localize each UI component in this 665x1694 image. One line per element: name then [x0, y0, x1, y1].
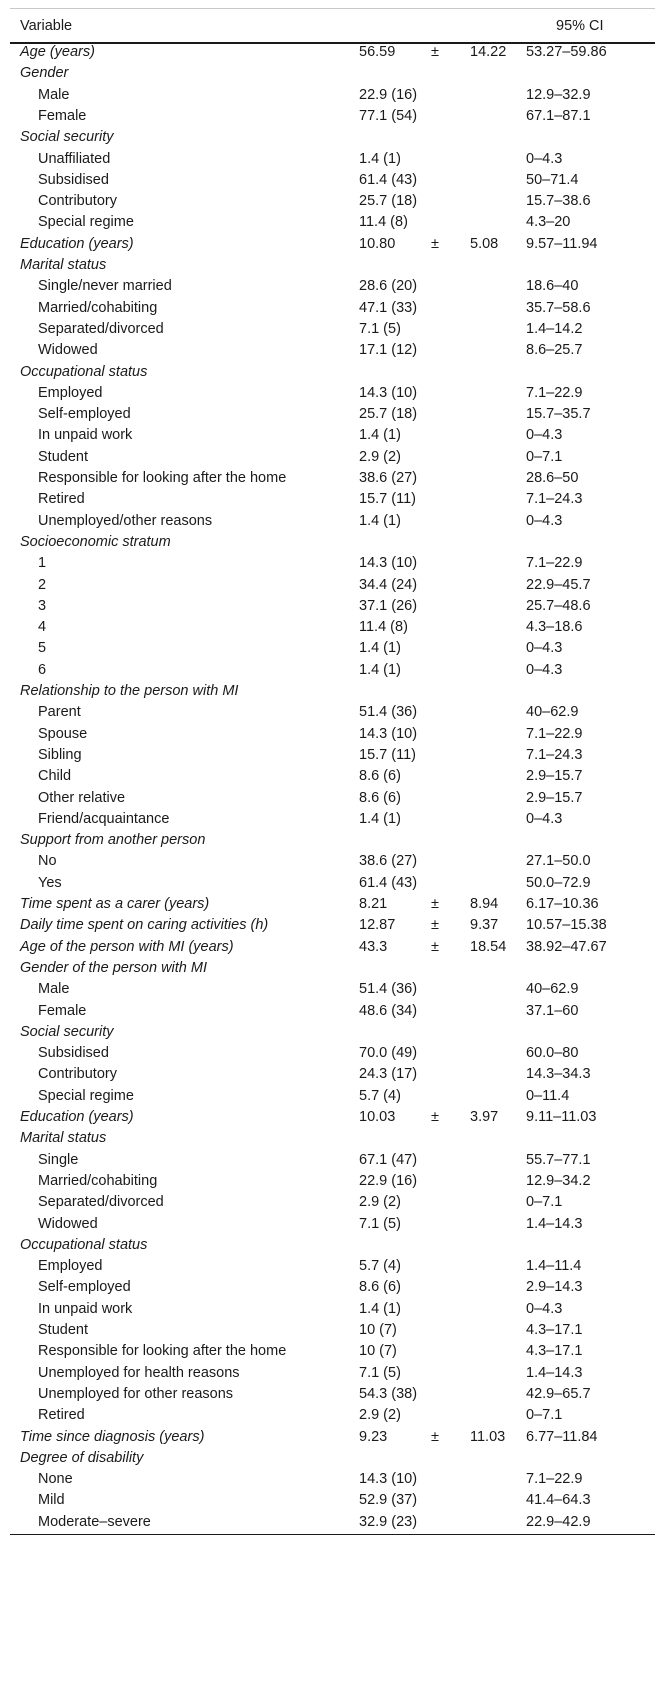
- table-row: [10, 233, 655, 255]
- row-label: Gender: [20, 65, 69, 82]
- table-header: [10, 8, 655, 44]
- row-ci: 7.1–24.3: [526, 491, 583, 508]
- row-value: 38.6 (27): [359, 470, 418, 486]
- table-row: [10, 510, 655, 532]
- row-ci: 42.9–65.7: [526, 1385, 591, 1402]
- row-label: Marital status: [20, 1130, 107, 1147]
- row-value: 34.4 (24): [359, 576, 418, 593]
- row-ci: 1.4–14.3: [526, 1364, 583, 1381]
- table-row: [10, 1234, 655, 1256]
- table-row: [10, 62, 655, 84]
- table-row: [10, 211, 655, 233]
- row-label: Married/cohabiting: [38, 1172, 158, 1189]
- table-row: [10, 1191, 655, 1213]
- row-ci: 27.1–50.0: [526, 853, 591, 870]
- row-label: Contributory: [38, 193, 117, 210]
- table-row: [10, 1489, 655, 1511]
- row-value: 52.9 (37): [359, 1492, 418, 1509]
- row-label: Child: [38, 768, 72, 785]
- row-label: Time spent as a carer (years): [20, 896, 210, 912]
- row-value: 25.7 (18): [359, 193, 418, 210]
- row-label: Student: [38, 1322, 88, 1338]
- row-label: Male: [38, 981, 70, 998]
- row-label: Self-employed: [38, 406, 131, 423]
- row-label: Unemployed/other reasons: [38, 512, 213, 529]
- row-label: 6: [38, 661, 47, 678]
- row-value: 67.1 (47): [359, 1151, 418, 1168]
- table-row: [10, 190, 655, 212]
- plus-minus-sign: ±: [431, 1109, 439, 1125]
- row-label: Special regime: [38, 214, 134, 231]
- row-label: Employed: [38, 1258, 103, 1275]
- table-row: [10, 723, 655, 745]
- table-row: [10, 403, 655, 425]
- row-label: Gender of the person with MI: [20, 959, 207, 976]
- row-label: Friend/acquaintance: [38, 810, 170, 827]
- table-row: [10, 1511, 655, 1533]
- row-label: 3: [38, 597, 47, 614]
- row-ci: 67.1–87.1: [526, 107, 591, 124]
- row-ci: 4.3–17.1: [526, 1343, 583, 1360]
- row-ci: 2.9–14.3: [526, 1279, 583, 1296]
- row-value: 1.4 (1): [359, 512, 401, 529]
- row-label: Occupational status: [20, 363, 148, 380]
- row-label: Widowed: [38, 342, 98, 359]
- row-label: In unpaid work: [38, 1300, 133, 1317]
- row-ci: 1.4–14.2: [526, 320, 583, 337]
- row-value: 51.4 (36): [359, 981, 418, 998]
- row-label: Socioeconomic stratum: [20, 533, 171, 550]
- row-value: 28.6 (20): [359, 278, 418, 295]
- row-mean: 10.03: [359, 1109, 396, 1125]
- row-value: 1.4 (1): [359, 1300, 401, 1317]
- row-label: Education (years): [20, 235, 134, 252]
- row-ci: 12.9–32.9: [526, 86, 591, 103]
- row-sd: 8.94: [470, 896, 499, 912]
- row-ci: 6.17–10.36: [526, 896, 599, 912]
- row-ci: 50.0–72.9: [526, 874, 591, 891]
- row-value: 5.7 (4): [359, 1258, 401, 1275]
- row-label: Student: [38, 448, 88, 465]
- row-value: 8.6 (6): [359, 768, 401, 785]
- table-row: [10, 914, 655, 936]
- table-row: [10, 659, 655, 681]
- row-ci: 12.9–34.2: [526, 1172, 591, 1189]
- row-value: 70.0 (49): [359, 1045, 418, 1062]
- row-mean: 9.23: [359, 1428, 388, 1445]
- row-value: 1.4 (1): [359, 427, 401, 444]
- row-label: Married/cohabiting: [38, 299, 158, 316]
- table-row: [10, 1213, 655, 1235]
- row-label: Time since diagnosis (years): [20, 1428, 205, 1445]
- table-row: [10, 275, 655, 297]
- row-value: 22.9 (16): [359, 1172, 418, 1189]
- table-row: [10, 978, 655, 1000]
- row-mean: 10.80: [359, 235, 396, 252]
- row-ci: 0–11.4: [526, 1087, 570, 1104]
- table-row: [10, 1362, 655, 1384]
- row-label: Yes: [38, 874, 62, 891]
- header-ci: 95% CI: [556, 18, 604, 34]
- table-row: [10, 424, 655, 446]
- row-value: 2.9 (2): [359, 448, 401, 465]
- row-value: 1.4 (1): [359, 640, 401, 657]
- row-value: 22.9 (16): [359, 86, 418, 103]
- row-value: 15.7 (11): [359, 746, 416, 763]
- row-label: Widowed: [38, 1215, 98, 1232]
- row-ci: 7.1–22.9: [526, 725, 583, 742]
- plus-minus-sign: ±: [431, 917, 439, 934]
- table-row: [10, 1383, 655, 1405]
- row-label: 4: [38, 619, 47, 636]
- row-label: Single: [38, 1151, 79, 1168]
- row-label: Spouse: [38, 725, 88, 742]
- table-bottom-rule: [10, 1534, 655, 1535]
- row-ci: 4.3–20: [526, 214, 571, 231]
- table-row: [10, 318, 655, 340]
- row-label: Daily time spent on caring activities (h): [20, 917, 269, 934]
- row-value: 10 (7): [359, 1343, 397, 1360]
- table-row: [10, 254, 655, 276]
- table-row: [10, 957, 655, 979]
- row-label: 2: [38, 576, 47, 593]
- table-row: [10, 574, 655, 596]
- table-row: [10, 787, 655, 809]
- row-value: 51.4 (36): [359, 704, 418, 721]
- row-ci: 1.4–11.4: [526, 1258, 582, 1275]
- table-row: [10, 744, 655, 766]
- table-row: [10, 1447, 655, 1469]
- row-value: 7.1 (5): [359, 1364, 401, 1381]
- row-label: Sibling: [38, 746, 82, 763]
- row-ci: 2.9–15.7: [526, 768, 583, 785]
- row-label: Marital status: [20, 257, 107, 273]
- row-label: In unpaid work: [38, 427, 133, 444]
- plus-minus-sign: ±: [431, 44, 439, 60]
- table-row: [10, 169, 655, 191]
- row-value: 25.7 (18): [359, 406, 418, 423]
- row-value: 1.4 (1): [359, 810, 401, 827]
- row-label: Education (years): [20, 1109, 134, 1125]
- row-label: Separated/divorced: [38, 320, 164, 337]
- row-ci: 0–4.3: [526, 1300, 563, 1317]
- row-value: 2.9 (2): [359, 1407, 401, 1424]
- row-sd: 14.22: [470, 44, 507, 60]
- row-label: Unemployed for health reasons: [38, 1364, 240, 1381]
- row-value: 48.6 (34): [359, 1002, 418, 1019]
- row-ci: 35.7–58.6: [526, 299, 591, 316]
- row-ci: 0–4.3: [526, 640, 563, 657]
- row-ci: 53.27–59.86: [526, 44, 607, 60]
- table-row: [10, 105, 655, 127]
- row-label: Relationship to the person with MI: [20, 683, 239, 699]
- row-ci: 0–4.3: [526, 427, 563, 444]
- row-sd: 3.97: [470, 1109, 499, 1125]
- row-ci: 0–7.1: [526, 1194, 563, 1211]
- table-row: [10, 1085, 655, 1107]
- table-row: [10, 488, 655, 510]
- table-row: [10, 1149, 655, 1171]
- row-ci: 1.4–14.3: [526, 1215, 583, 1232]
- row-ci: 37.1–60: [526, 1002, 579, 1019]
- row-label: Retired: [38, 1407, 85, 1424]
- row-label: Male: [38, 86, 70, 103]
- row-value: 2.9 (2): [359, 1194, 401, 1211]
- row-label: Degree of disability: [20, 1449, 144, 1466]
- header-variable: Variable: [20, 18, 73, 34]
- table-row: [10, 595, 655, 617]
- row-label: 5: [38, 640, 47, 657]
- row-value: 77.1 (54): [359, 107, 418, 124]
- row-ci: 8.6–25.7: [526, 342, 583, 359]
- row-sd: 18.54: [470, 938, 507, 955]
- row-ci: 14.3–34.3: [526, 1066, 591, 1083]
- row-value: 7.1 (5): [359, 320, 401, 337]
- table-row: [10, 1404, 655, 1426]
- row-label: Social security: [20, 129, 114, 146]
- row-sd: 9.37: [470, 917, 499, 934]
- table-row: [10, 1063, 655, 1085]
- row-mean: 56.59: [359, 44, 396, 60]
- row-label: Single/never married: [38, 278, 172, 295]
- table-row: [10, 1000, 655, 1022]
- row-ci: 9.57–11.94: [526, 235, 598, 252]
- table-row: [10, 467, 655, 489]
- table-row: [10, 531, 655, 553]
- row-mean: 12.87: [359, 917, 396, 934]
- table-row: [10, 1426, 655, 1448]
- row-label: Unemployed for other reasons: [38, 1385, 234, 1402]
- row-value: 14.3 (10): [359, 384, 418, 401]
- table-row: [10, 1340, 655, 1362]
- row-label: 1: [38, 555, 47, 572]
- row-value: 17.1 (12): [359, 342, 418, 359]
- row-ci: 0–4.3: [526, 661, 563, 678]
- row-ci: 50–71.4: [526, 171, 579, 188]
- table-row: [10, 765, 655, 787]
- table-row: [10, 1042, 655, 1064]
- row-label: Age of the person with MI (years): [20, 938, 234, 955]
- table-row: [10, 41, 655, 63]
- table-row: [10, 339, 655, 361]
- row-ci: 22.9–42.9: [526, 1513, 591, 1530]
- row-ci: 28.6–50: [526, 470, 579, 486]
- row-value: 8.6 (6): [359, 789, 401, 806]
- row-ci: 41.4–64.3: [526, 1492, 591, 1509]
- row-label: Occupational status: [20, 1236, 148, 1253]
- row-label: Age (years): [20, 44, 95, 60]
- plus-minus-sign: ±: [431, 1428, 439, 1445]
- row-ci: 10.57–15.38: [526, 917, 607, 934]
- row-label: Separated/divorced: [38, 1194, 164, 1211]
- row-label: Parent: [38, 704, 81, 721]
- table-row: [10, 148, 655, 170]
- table-row: [10, 297, 655, 319]
- row-ci: 22.9–45.7: [526, 576, 591, 593]
- table-row: [10, 126, 655, 148]
- table-row: [10, 1255, 655, 1277]
- row-label: Mild: [38, 1492, 65, 1509]
- table-row: [10, 1319, 655, 1341]
- plus-minus-sign: ±: [431, 235, 439, 252]
- row-value: 1.4 (1): [359, 150, 401, 167]
- table-row: [10, 1276, 655, 1298]
- row-value: 8.6 (6): [359, 1279, 401, 1296]
- row-ci: 25.7–48.6: [526, 597, 591, 614]
- table-row: [10, 84, 655, 106]
- row-ci: 2.9–15.7: [526, 789, 583, 806]
- plus-minus-sign: ±: [431, 938, 439, 955]
- row-ci: 38.92–47.67: [526, 938, 607, 955]
- row-label: Female: [38, 107, 87, 124]
- table-row: [10, 446, 655, 468]
- row-ci: 0–4.3: [526, 150, 563, 167]
- row-value: 37.1 (26): [359, 597, 418, 614]
- row-value: 10 (7): [359, 1322, 397, 1338]
- table-row: [10, 1468, 655, 1490]
- row-ci: 55.7–77.1: [526, 1151, 591, 1168]
- table-row: [10, 808, 655, 830]
- row-value: 1.4 (1): [359, 661, 401, 678]
- row-label: Moderate–severe: [38, 1513, 151, 1530]
- row-value: 11.4 (8): [359, 619, 408, 636]
- row-ci: 15.7–35.7: [526, 406, 591, 423]
- row-value: 38.6 (27): [359, 853, 418, 870]
- row-value: 14.3 (10): [359, 725, 418, 742]
- table-row: [10, 936, 655, 958]
- row-value: 24.3 (17): [359, 1066, 418, 1083]
- table-row: [10, 1106, 655, 1128]
- row-value: 61.4 (43): [359, 874, 418, 891]
- row-ci: 40–62.9: [526, 704, 579, 721]
- row-ci: 7.1–22.9: [526, 555, 583, 572]
- row-label: No: [38, 853, 57, 870]
- row-label: Social security: [20, 1023, 114, 1040]
- row-ci: 7.1–22.9: [526, 1471, 583, 1488]
- row-ci: 0–7.1: [526, 448, 563, 465]
- table-row: [10, 850, 655, 872]
- row-value: 14.3 (10): [359, 555, 418, 572]
- row-ci: 9.11–11.03: [526, 1109, 597, 1125]
- row-label: Subsidised: [38, 1045, 109, 1062]
- table-row: [10, 552, 655, 574]
- row-label: Contributory: [38, 1066, 117, 1083]
- table-row: [10, 637, 655, 659]
- row-label: Support from another person: [20, 832, 206, 849]
- row-ci: 40–62.9: [526, 981, 579, 998]
- table-row: [10, 893, 655, 915]
- row-ci: 0–4.3: [526, 512, 563, 529]
- row-value: 14.3 (10): [359, 1471, 418, 1488]
- row-ci: 18.6–40: [526, 278, 579, 295]
- table-row: [10, 1298, 655, 1320]
- table-row: [10, 872, 655, 894]
- table-row: [10, 701, 655, 723]
- row-sd: 5.08: [470, 235, 499, 252]
- row-ci: 6.77–11.84: [526, 1428, 598, 1445]
- table-row: [10, 680, 655, 702]
- row-value: 54.3 (38): [359, 1385, 418, 1402]
- table-row: [10, 361, 655, 383]
- row-mean: 43.3: [359, 938, 388, 955]
- row-ci: 15.7–38.6: [526, 193, 591, 210]
- row-label: Subsidised: [38, 171, 109, 188]
- row-label: Special regime: [38, 1087, 134, 1104]
- row-ci: 4.3–17.1: [526, 1322, 583, 1338]
- row-label: None: [38, 1471, 73, 1488]
- row-value: 15.7 (11): [359, 491, 416, 508]
- row-label: Self-employed: [38, 1279, 131, 1296]
- row-label: Retired: [38, 491, 85, 508]
- row-value: 5.7 (4): [359, 1087, 401, 1104]
- row-ci: 0–7.1: [526, 1407, 563, 1424]
- row-value: 47.1 (33): [359, 299, 418, 316]
- row-value: 7.1 (5): [359, 1215, 401, 1232]
- row-ci: 4.3–18.6: [526, 619, 583, 636]
- row-label: Other relative: [38, 789, 126, 806]
- table-row: [10, 382, 655, 404]
- row-sd: 11.03: [470, 1428, 506, 1445]
- row-label: Employed: [38, 384, 103, 401]
- row-value: 32.9 (23): [359, 1513, 418, 1530]
- row-mean: 8.21: [359, 896, 388, 912]
- plus-minus-sign: ±: [431, 896, 439, 912]
- table-row: [10, 1127, 655, 1149]
- row-value: 61.4 (43): [359, 171, 418, 188]
- row-ci: 60.0–80: [526, 1045, 579, 1062]
- row-label: Unaffiliated: [38, 150, 111, 167]
- table-row: [10, 1021, 655, 1043]
- row-value: 11.4 (8): [359, 214, 408, 231]
- row-ci: 0–4.3: [526, 810, 563, 827]
- table-row: [10, 829, 655, 851]
- row-label: Responsible for looking after the home: [38, 470, 287, 486]
- row-ci: 7.1–24.3: [526, 746, 583, 763]
- row-ci: 7.1–22.9: [526, 384, 583, 401]
- table-row: [10, 616, 655, 638]
- table-row: [10, 1170, 655, 1192]
- row-label: Responsible for looking after the home: [38, 1343, 287, 1360]
- row-label: Female: [38, 1002, 87, 1019]
